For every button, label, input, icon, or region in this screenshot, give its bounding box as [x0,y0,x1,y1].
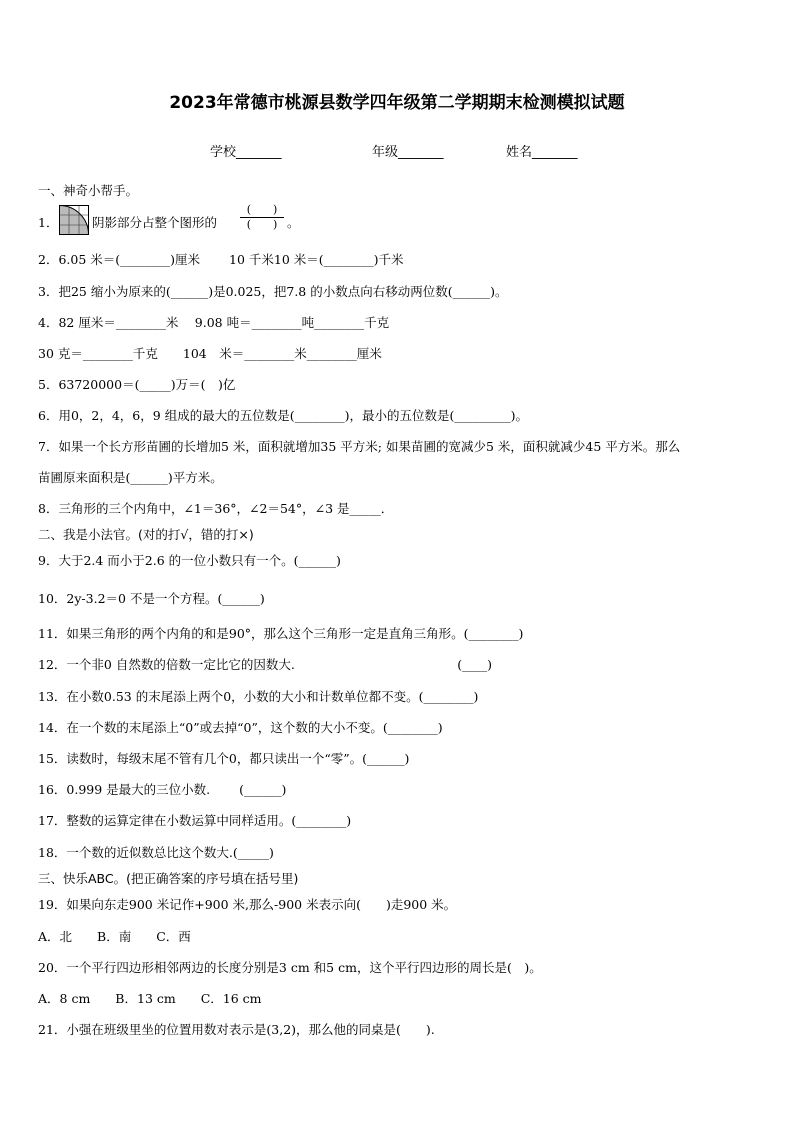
question-10: 10．2y-3.2＝0 不是一个方程。(______) [38,591,265,606]
question-5: 5．63720000＝(_____)万＝( )亿 [38,377,236,392]
question-6: 6．用0，2，4，6，9 组成的最大的五位数是(________)，最小的五位数是(_________)。 [38,408,528,423]
question-19-options: A．北 B．南 C．西 [38,929,191,944]
question-20-options: A．8 cm B．13 cm C．16 cm [38,991,262,1006]
question-17: 17．整数的运算定律在小数运算中同样适用。(________) [38,813,352,828]
question-8: 8．三角形的三个内角中，∠1＝36°，∠2＝54°，∠3 是_____． [38,501,394,516]
page-title: 2023年常德市桃源县数学四年级第二学期期末检测模拟试题 [169,93,625,113]
fraction-denominator: ( ) [246,218,278,231]
fraction-numerator: ( ) [246,203,278,216]
question-16: 16．0.999 是最大的三位小数. (______) [38,782,287,797]
question-2: 2．6.05 米＝(________)厘米 10 千米10 米＝(________)千米 [38,252,404,267]
section-3-heading: 三、快乐ABC。(把正确答案的序号填在括号里) [38,871,299,886]
question-12: 12．一个非0 自然数的倍数一定比它的因数大. (____) [38,657,493,672]
quarter-circle-figure [59,205,89,235]
name-field[interactable]: 姓名_______ [506,145,578,160]
question-13: 13．在小数0.53 的末尾添上两个0，小数的大小和计数单位都不变。(________) [38,689,479,704]
question-19: 19．如果向东走900 米记作+900 米,那么-900 米表示向( )走900 米。 [38,897,457,912]
question-1-number: 1． [38,215,59,230]
question-1-end: 。 [287,215,300,230]
question-4a: 4．82 厘米＝________米 9.08 吨＝________吨________千克 [38,315,390,330]
question-20: 20．一个平行四边形相邻两边的长度分别是3 cm 和5 cm，这个平行四边形的周长是( )。 [38,960,542,975]
section-1-heading: 一、神奇小帮手。 [38,183,139,198]
question-18: 18．一个数的近似数总比这个数大.(_____) [38,845,274,860]
question-14: 14．在一个数的末尾添上“0”或去掉“0”，这个数的大小不变。(________) [38,720,443,735]
question-3: 3．把25 缩小为原来的(______)是0.025，把7.8 的小数点向右移动两位数(______)。 [38,284,508,299]
question-1-text: 阴影部分占整个图形的 [92,215,218,230]
section-2-heading: 二、我是小法官。(对的打√，错的打×) [38,527,254,542]
school-field[interactable]: 学校_______ [210,145,282,160]
question-15: 15．读数时，每级末尾不管有几个0，都只读出一个“零”。(______) [38,751,410,766]
question-7a: 7．如果一个长方形苗圃的长增加5 米，面积就增加35 平方米; 如果苗圃的宽减少5 米，面积就减少45 平方米。那么 [38,439,681,454]
question-21: 21．小强在班级里坐的位置用数对表示是(3,2)，那么他的同桌是( ). [38,1022,435,1037]
question-4b: 30 克＝________千克 104 米＝________米________厘米 [38,346,382,361]
question-11: 11．如果三角形的两个内角的和是90°，那么这个三角形一定是直角三角形。(________) [38,626,524,641]
answer-fraction[interactable] [238,203,286,232]
question-7b: 苗圃原来面积是(______)平方米。 [38,470,223,485]
grade-field[interactable]: 年级_______ [372,145,444,160]
question-9: 9．大于2.4 而小于2.6 的一位小数只有一个。(______) [38,553,341,568]
